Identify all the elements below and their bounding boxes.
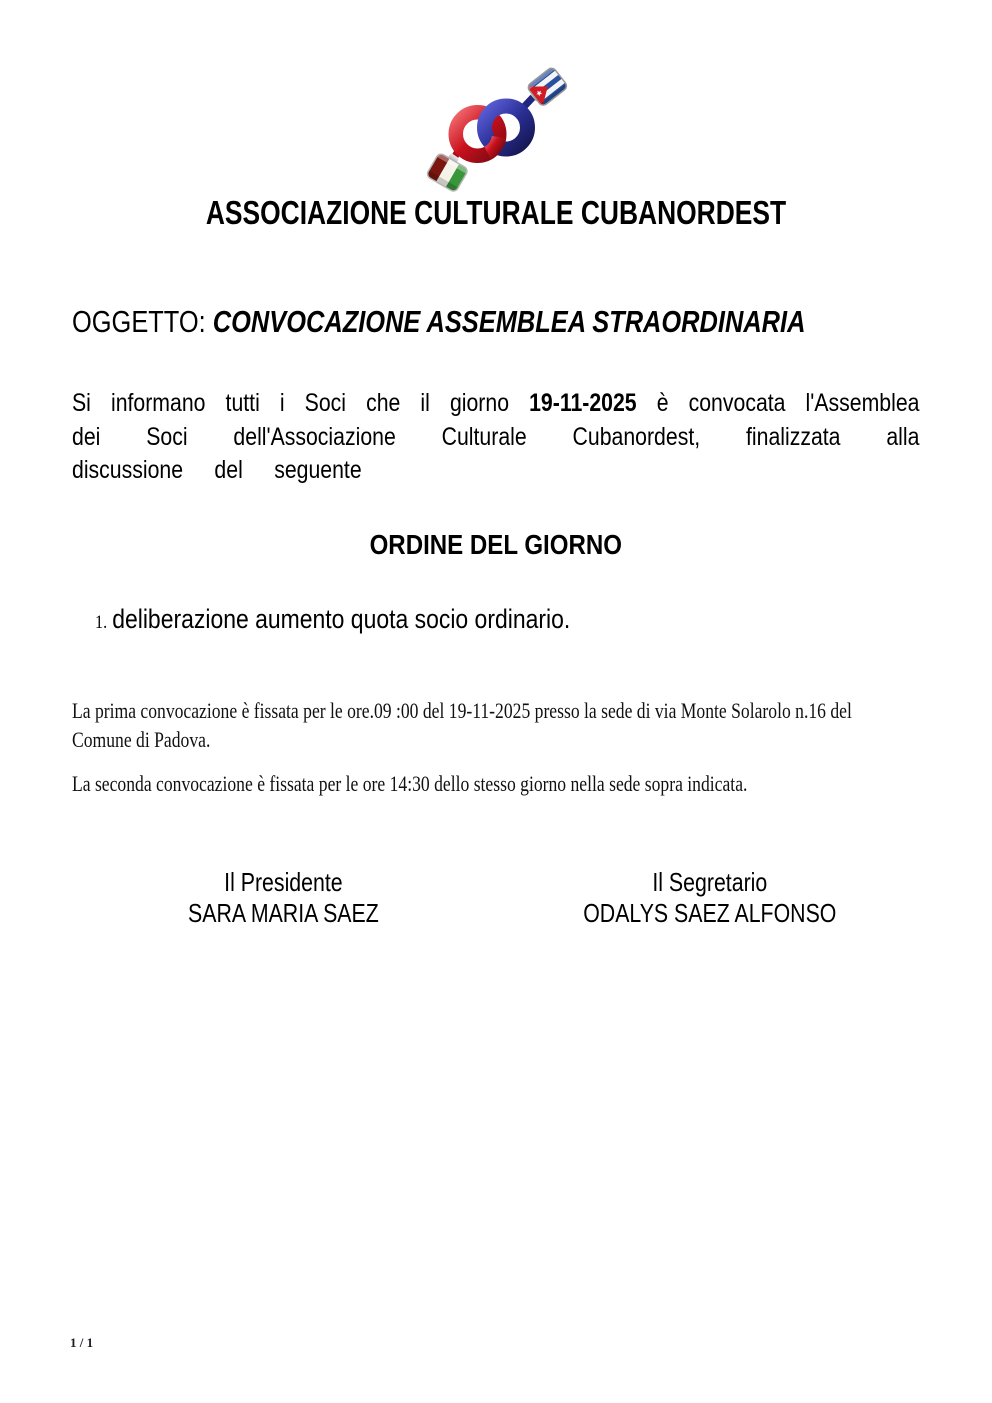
page-number: 1 / 1 — [70, 1335, 94, 1350]
secretary-signature — [554, 867, 866, 928]
association-logo-icon — [420, 66, 580, 198]
body-line-1: Si informano tutti i Soci che il giorno 19-11-2025 è convocata l'Assemblea — [72, 389, 920, 417]
agenda-item — [95, 601, 945, 641]
president-name: SARA MARIA SAEZ — [188, 897, 379, 928]
subject-line — [72, 302, 974, 342]
body-paragraph — [72, 387, 919, 488]
document-title: ASSOCIAZIONE CULTURALE CUBANORDEST — [205, 194, 787, 231]
second-convocation-note: La seconda convocazione è fissata per le ore 14:30 dello stesso giorno nella sede sopra indicata. — [72, 771, 748, 796]
agenda-item-text: deliberazione aumento quota socio ordinario. — [112, 604, 571, 634]
subject-value: CONVOCAZIONE ASSEMBLEA STRAORDINARIA — [212, 304, 806, 339]
subject-label: OGGETTO: — [72, 304, 213, 339]
secretary-name: ODALYS SAEZ ALFONSO — [583, 897, 837, 928]
secretary-role: Il Segretario — [652, 867, 768, 897]
body-line-3: discussione del seguente — [72, 456, 362, 484]
president-signature — [144, 867, 423, 928]
president-role: Il Presidente — [224, 867, 343, 897]
body-line-2: dei Soci dell'Associazione Culturale Cubanordest, finalizzata alla — [72, 422, 920, 451]
agenda-heading: ORDINE DEL GIORNO — [369, 529, 622, 560]
meeting-date: 19-11-2025 — [529, 389, 637, 417]
first-convocation-note: La prima convocazione è fissata per le ore.09 :00 del 19-11-2025 presso la sede di via Monte Solarolo n.16 del Comune di Padova. — [72, 698, 852, 752]
agenda-item-number: 1. — [95, 612, 108, 633]
